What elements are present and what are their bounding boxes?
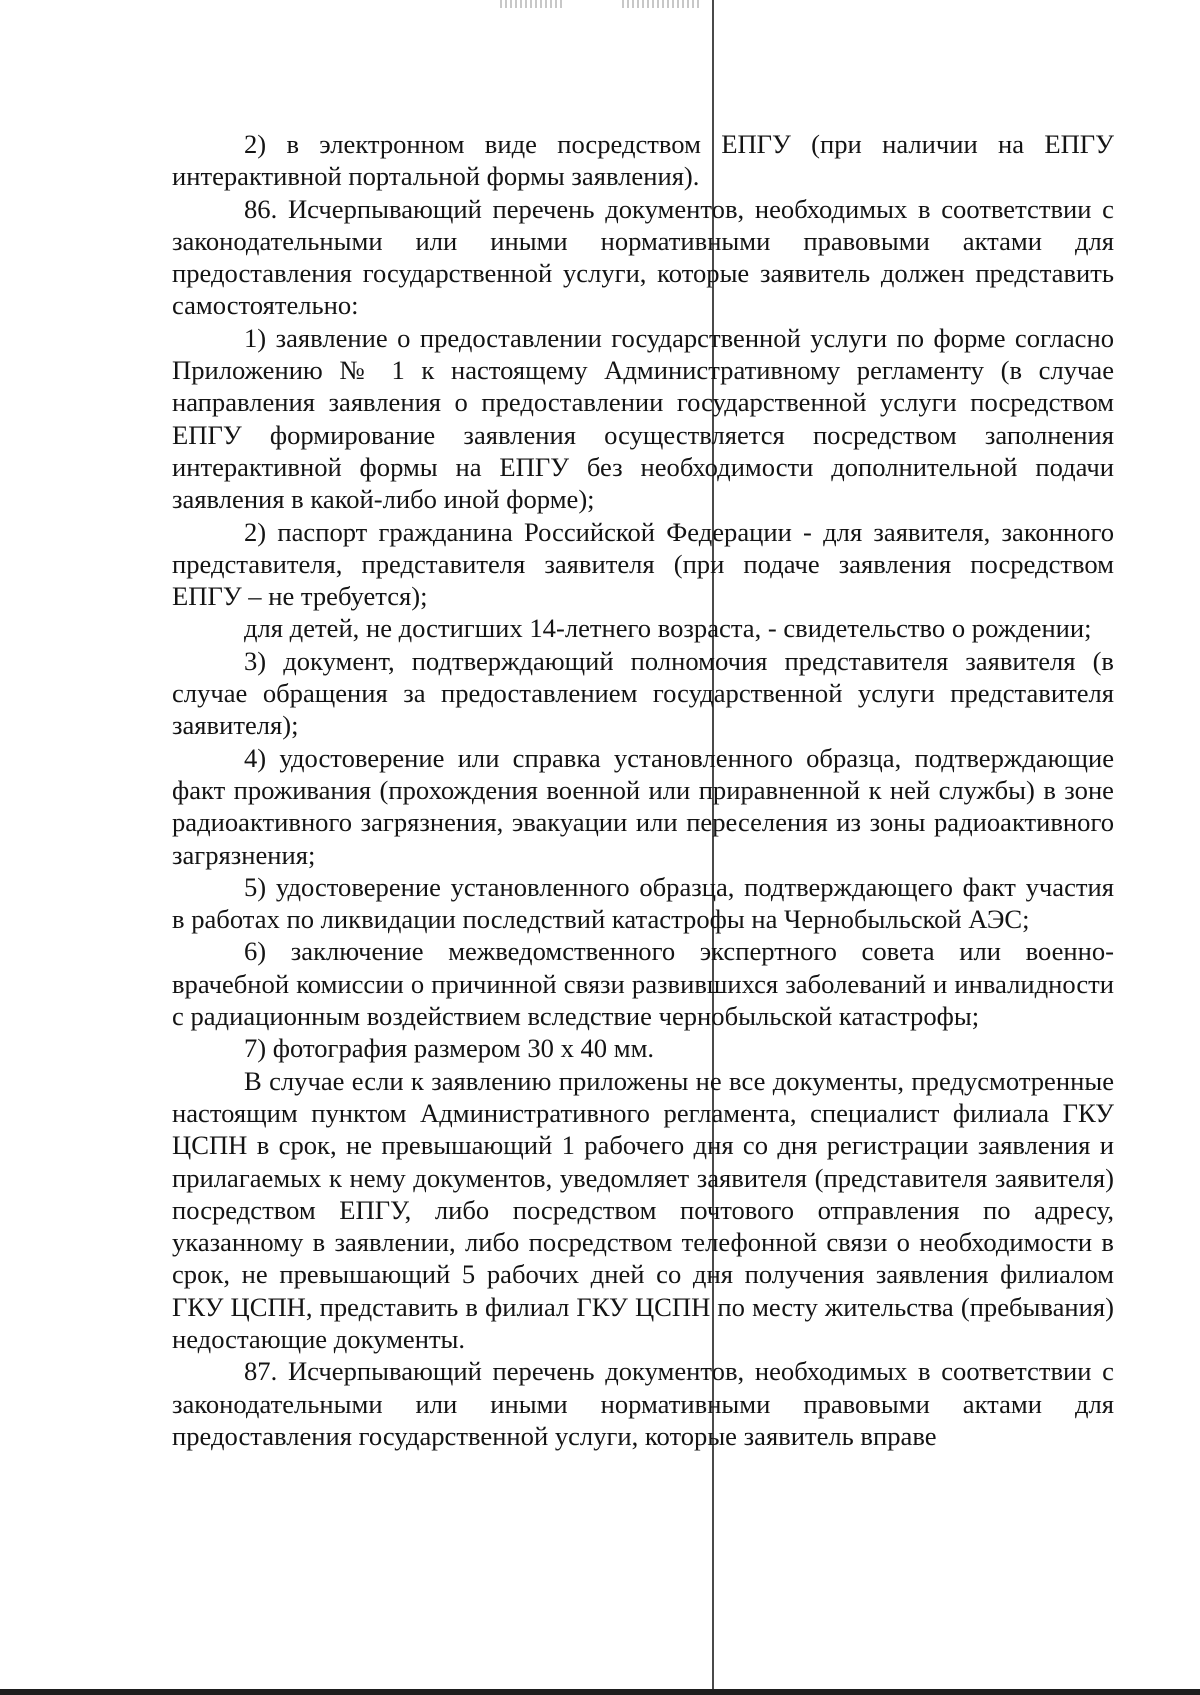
scan-bottom-edge (0, 1689, 1200, 1695)
paragraph-children-certificate: для детей, не достигших 14-летнего возраста, - свидетельство о рождении; (244, 613, 1092, 644)
scan-artifact (622, 0, 700, 8)
paragraph-item-2-electronic: 2) в электронном виде посредством ЕПГУ (при наличии на ЕПГУ интерактивной портальной формы заявления). (172, 129, 1114, 192)
paragraph-item-4-residence: 4) удостоверение или справка установленного образца, подтверждающие факт проживания (прохождения военной или приравненной к ней службы) в зоне радиоактивного загрязнения, эвакуации или переселения из зоны радиоактивного загрязнения; (172, 742, 1114, 870)
paragraph-missing-documents: В случае если к заявлению приложены не все документы, предусмотренные настоящим пунктом Административного регламента, специалист филиала ГКУ ЦСПН в срок, не превышающий 1 рабочего дня со дня регистрации заявления и прилагаемых к нему документов, уведомляет заявителя (представителя заявителя) посредством ЕПГУ, либо посредством почтового отправления по адресу, указанному в заявлении, либо посредством телефонной связи о необходимости в срок, не превышающий 5 рабочих дней со дня получения заявления филиалом ГКУ ЦСПН, представить в филиал ГКУ ЦСПН по месту жительства (пребывания) недостающие документы. (172, 1065, 1114, 1354)
paragraph-item-2-passport: 2) паспорт гражданина Российской Федерации - для заявителя, законного представителя, представителя заявителя (при подаче заявления посредством ЕПГУ – не требуется); (172, 516, 1114, 612)
paragraph-item-6-conclusion: 6) заключение межведомственного экспертного совета или военно-врачебной комиссии о причинной связи развившихся заболеваний и инвалидности с радиационным воздействием вследствие чернобыльской катастрофы; (172, 936, 1114, 1032)
paragraph-item-7-photo: 7) фотография размером 30 х 40 мм. (244, 1033, 655, 1064)
paragraph-item-1-application: 1) заявление о предоставлении государственной услуги по форме согласно Приложению № 1 к настоящему Административному регламенту (в случае направления заявления о предоставлении государственной услуги посредством ЕПГУ формирование заявления осуществляется посредством заполнения интерактивной формы на ЕПГУ без необходимости дополнительной подачи заявления в какой-либо иной форме); (172, 322, 1114, 515)
paragraph-86-heading: 86. Исчерпывающий перечень документов, необходимых в соответствии с законодательными или иными нормативными правовыми актами для предоставления государственной услуги, которые заявитель должен представить самостоятельно: (172, 193, 1114, 321)
paragraph-item-5-liquidation: 5) удостоверение установленного образца, подтверждающего факт участия в работах по ликвидации последствий катастрофы на Чернобыльской АЭС; (172, 871, 1114, 935)
document-body (172, 128, 1114, 1452)
paragraph-item-3-authority: 3) документ, подтверждающий полномочия представителя заявителя (в случае обращения за предоставлением государственной услуги представителя заявителя); (172, 645, 1114, 741)
paragraph-87-heading: 87. Исчерпывающий перечень документов, необходимых в соответствии с законодательными или иными нормативными правовыми актами для предоставления государственной услуги, которые заявитель вправе (172, 1356, 1114, 1451)
scan-artifact (500, 0, 562, 8)
